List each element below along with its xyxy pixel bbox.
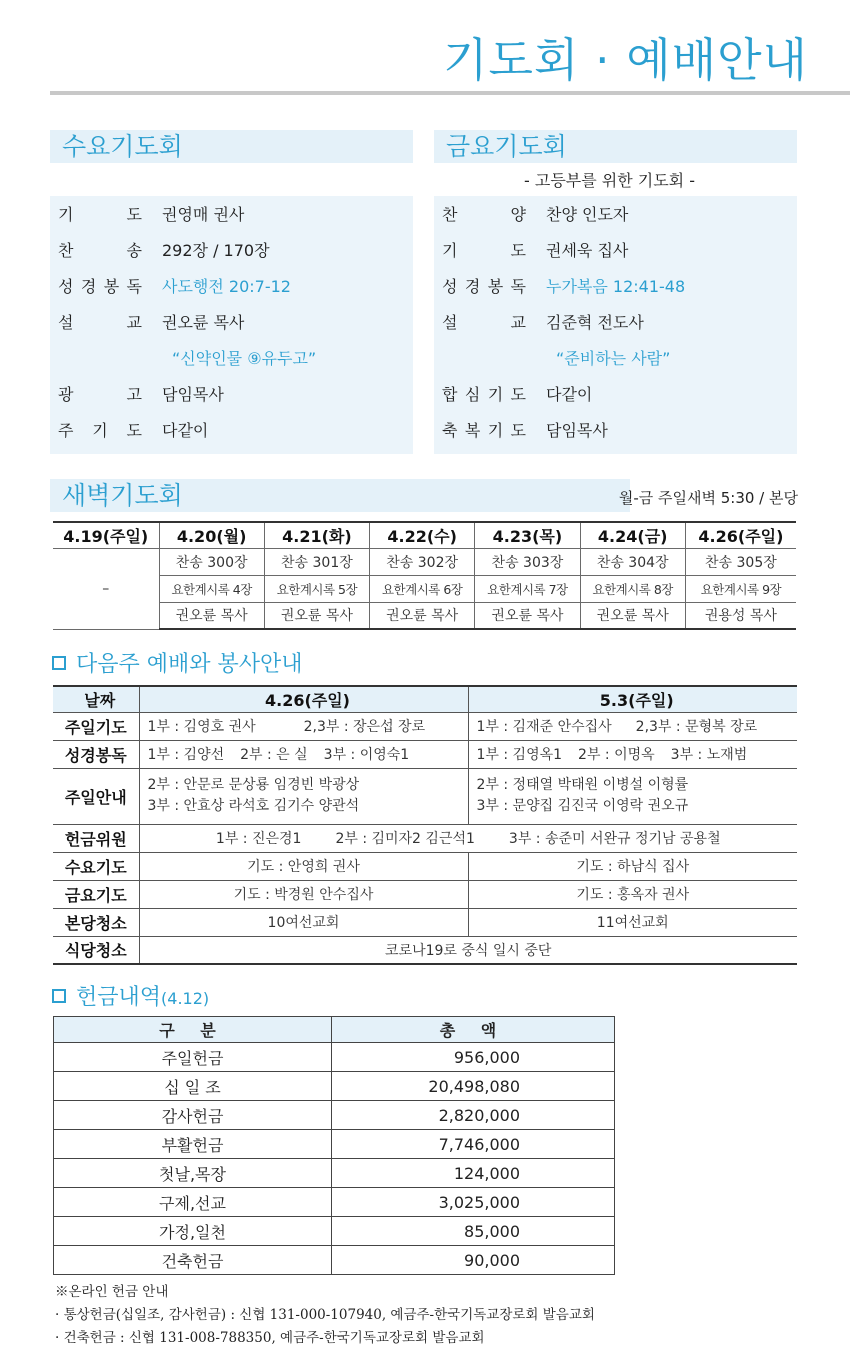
schedule-date: 4.26(주일) xyxy=(139,686,468,712)
offering-name: 첫날,목장 xyxy=(54,1159,332,1188)
schedule-entry: 1부 : 김재준 안수집사 xyxy=(476,719,612,735)
service-row-label: 주 기 도 xyxy=(58,421,142,440)
service-row-value: 다같이 xyxy=(546,385,593,404)
service-row-value: 권세욱 집사 xyxy=(546,241,629,260)
offering-name: 감사헌금 xyxy=(54,1101,332,1130)
offering-amount: 7,746,000 xyxy=(332,1130,615,1159)
offerings-heading xyxy=(52,983,209,1014)
table-row xyxy=(53,880,797,908)
table-row xyxy=(54,1217,615,1246)
schedule-entry: 2부 : 안문로 문상룡 임경빈 박광상 xyxy=(147,777,360,793)
dawn-heading: 새벽기도회 xyxy=(62,481,183,510)
offering-amount: 90,000 xyxy=(332,1246,615,1275)
service-row xyxy=(50,309,413,337)
table-row xyxy=(53,575,796,602)
table-row xyxy=(53,602,796,629)
dawn-hymn: 찬송 305장 xyxy=(685,548,796,575)
service-row xyxy=(434,273,797,301)
dawn-hymn: 찬송 303장 xyxy=(475,548,580,575)
schedule-entry: 3부 : 노재범 xyxy=(670,747,748,763)
service-row-value: 누가복음 12:41-48 xyxy=(546,277,686,296)
dawn-date: 4.21(화) xyxy=(264,522,369,548)
dawn-time-note: 월-금 주일새벽 5:30 / 본당 xyxy=(618,489,798,507)
offering-amount: 2,820,000 xyxy=(332,1101,615,1130)
schedule-cell xyxy=(139,768,468,824)
schedule-label: 식당청소 xyxy=(53,936,139,964)
dawn-preacher: 권오륜 목사 xyxy=(264,602,369,629)
table-row xyxy=(53,824,797,852)
table-row xyxy=(54,1017,615,1043)
offering-amount: 956,000 xyxy=(332,1043,615,1072)
service-row-label: 성 경 봉 독 xyxy=(58,277,142,296)
service-row xyxy=(50,237,413,265)
schedule-heading-text: 다음주 예배와 봉사안내 xyxy=(76,652,303,677)
schedule-entry: 2부 : 김미자2 김근석1 xyxy=(335,831,475,847)
table-row xyxy=(54,1072,615,1101)
offerings-date: (4.12) xyxy=(161,989,210,1008)
schedule-cell xyxy=(139,712,468,740)
dawn-hymn: 찬송 302장 xyxy=(370,548,475,575)
dawn-date: 4.23(목) xyxy=(475,522,580,548)
title-divider xyxy=(50,91,850,95)
service-row xyxy=(50,381,413,409)
service-row-value: 담임목사 xyxy=(162,385,224,404)
service-row-label: 기 도 xyxy=(58,205,142,224)
table-row xyxy=(54,1130,615,1159)
table-row xyxy=(53,548,796,575)
schedule-entry: 2부 : 정태열 박태원 이병설 이형률 xyxy=(476,777,689,793)
service-row-value: “신약인물 ⑨유두고” xyxy=(172,349,317,368)
wednesday-header xyxy=(50,130,413,163)
table-row xyxy=(53,712,797,740)
service-row-label: 합 심 기 도 xyxy=(442,385,526,404)
dawn-date: 4.19(주일) xyxy=(53,522,159,548)
service-row-value: 김준혁 전도사 xyxy=(546,313,644,332)
service-row xyxy=(434,201,797,229)
offering-name: 부활헌금 xyxy=(54,1130,332,1159)
notes-line: · 건축헌금 : 신협 131-008-788350, 예금주-한국기독교장로회 발음교회 xyxy=(55,1330,485,1346)
online-offering-notes xyxy=(55,1281,595,1350)
offering-amount: 20,498,080 xyxy=(332,1072,615,1101)
table-row xyxy=(53,936,797,964)
page-title: 기도회 · 예배안내 xyxy=(443,33,808,87)
dawn-preacher: 권오륜 목사 xyxy=(580,602,685,629)
friday-heading: 금요기도회 xyxy=(446,132,567,161)
offerings-col-name: 구 분 xyxy=(54,1017,332,1043)
table-row xyxy=(54,1101,615,1130)
schedule-cell: 기도 : 홍옥자 권사 xyxy=(468,880,797,908)
dawn-hymn: 찬송 301장 xyxy=(264,548,369,575)
schedule-label: 주일안내 xyxy=(53,768,139,824)
service-row-value: 다같이 xyxy=(162,421,209,440)
schedule-label: 헌금위원 xyxy=(53,824,139,852)
service-row-value: 292장 / 170장 xyxy=(162,241,270,260)
schedule-entry: 2,3부 : 문형복 장로 xyxy=(635,719,758,735)
service-row xyxy=(434,417,797,445)
notes-title: ※온라인 헌금 안내 xyxy=(55,1284,169,1300)
dawn-preacher: 권오륜 목사 xyxy=(370,602,475,629)
schedule-cell: 11여선교회 xyxy=(468,908,797,936)
table-row xyxy=(53,522,796,548)
notes-line: · 통상헌금(십일조, 감사헌금) : 신협 131-000-107940, 예금주-한국기독교장로회 발음교회 xyxy=(55,1307,595,1323)
service-row-value: 사도행전 20:7-12 xyxy=(162,277,291,296)
dawn-empty-cell: – xyxy=(53,548,159,629)
dawn-reading: 요한계시록 9장 xyxy=(685,575,796,602)
service-row-label: 설 교 xyxy=(58,313,142,332)
dawn-reading: 요한계시록 8장 xyxy=(580,575,685,602)
schedule-label: 날짜 xyxy=(53,686,139,712)
dawn-reading: 요한계시록 6장 xyxy=(370,575,475,602)
service-row xyxy=(434,309,797,337)
schedule-entry: 2부 : 이명옥 xyxy=(578,747,655,763)
schedule-entry: 2부 : 은 실 xyxy=(240,747,308,763)
offering-amount: 124,000 xyxy=(332,1159,615,1188)
table-row xyxy=(54,1246,615,1275)
schedule-cell: 기도 : 박경원 안수집사 xyxy=(139,880,468,908)
wednesday-service-block xyxy=(50,196,413,454)
schedule-entry: 1부 : 진은경1 xyxy=(215,831,302,847)
service-row-value: 담임목사 xyxy=(546,421,608,440)
schedule-cell xyxy=(468,768,797,824)
dawn-preacher: 권오륜 목사 xyxy=(159,602,264,629)
schedule-cell xyxy=(139,824,797,852)
service-row-value: 권영매 권사 xyxy=(162,205,245,224)
friday-header xyxy=(434,130,797,163)
dawn-date: 4.24(금) xyxy=(580,522,685,548)
service-row xyxy=(50,273,413,301)
schedule-entry: 3부 : 문양집 김진국 이영락 권오규 xyxy=(476,798,689,814)
dawn-hymn: 찬송 300장 xyxy=(159,548,264,575)
schedule-label: 금요기도 xyxy=(53,880,139,908)
table-row xyxy=(53,740,797,768)
dawn-schedule-table xyxy=(53,521,796,630)
dawn-reading: 요한계시록 4장 xyxy=(159,575,264,602)
schedule-entry: 3부 : 이영숙1 xyxy=(323,747,410,763)
schedule-label: 수요기도 xyxy=(53,852,139,880)
service-row-label: 찬 송 xyxy=(58,241,142,260)
schedule-entry: 3부 : 송준미 서완규 정기남 공용철 xyxy=(508,831,721,847)
dawn-header xyxy=(50,479,630,512)
service-row-label: 찬 양 xyxy=(442,205,526,224)
dawn-hymn: 찬송 304장 xyxy=(580,548,685,575)
service-row xyxy=(50,201,413,229)
schedule-label: 성경봉독 xyxy=(53,740,139,768)
schedule-cell xyxy=(139,740,468,768)
service-row xyxy=(434,237,797,265)
schedule-entry: 1부 : 김영옥1 xyxy=(476,747,563,763)
table-row xyxy=(53,908,797,936)
friday-service-block xyxy=(434,196,797,454)
dawn-reading: 요한계시록 5장 xyxy=(264,575,369,602)
service-row-value: “준비하는 사람” xyxy=(556,349,671,368)
schedule-heading xyxy=(52,650,303,680)
schedule-cell: 기도 : 하남식 집사 xyxy=(468,852,797,880)
offerings-col-amount: 총 액 xyxy=(332,1017,615,1043)
schedule-entry: 3부 : 안효상 라석호 김기수 양관석 xyxy=(147,798,360,814)
table-row xyxy=(53,768,797,824)
offerings-heading-text: 헌금내역 xyxy=(76,985,162,1010)
dawn-date: 4.20(월) xyxy=(159,522,264,548)
service-row-label: 축 복 기 도 xyxy=(442,421,526,440)
schedule-label: 주일기도 xyxy=(53,712,139,740)
schedule-cell: 기도 : 안영희 권사 xyxy=(139,852,468,880)
table-row xyxy=(53,852,797,880)
wednesday-heading: 수요기도회 xyxy=(62,132,183,161)
service-schedule-table xyxy=(53,685,797,965)
dawn-preacher: 권용성 목사 xyxy=(685,602,796,629)
schedule-cell xyxy=(468,740,797,768)
friday-subtitle: - 고등부를 위한 기도회 - xyxy=(524,171,695,190)
dawn-date: 4.22(수) xyxy=(370,522,475,548)
service-row xyxy=(434,381,797,409)
schedule-date: 5.3(주일) xyxy=(468,686,797,712)
schedule-entry: 2,3부 : 장은섭 장로 xyxy=(303,719,426,735)
offering-name: 구제,선교 xyxy=(54,1188,332,1217)
schedule-entry: 1부 : 김양선 xyxy=(147,747,225,763)
offering-name: 주일헌금 xyxy=(54,1043,332,1072)
schedule-label: 본당청소 xyxy=(53,908,139,936)
service-row-label: 성 경 봉 독 xyxy=(442,277,526,296)
square-bullet-icon xyxy=(52,989,66,1003)
offering-name: 가정,일천 xyxy=(54,1217,332,1246)
offering-amount: 3,025,000 xyxy=(332,1188,615,1217)
service-row-value: 찬양 인도자 xyxy=(546,205,629,224)
service-row-label: 설 교 xyxy=(442,313,526,332)
schedule-cell: 10여선교회 xyxy=(139,908,468,936)
dawn-reading: 요한계시록 7장 xyxy=(475,575,580,602)
service-row xyxy=(50,345,413,373)
table-row xyxy=(53,686,797,712)
schedule-entry: 1부 : 김영호 권사 xyxy=(147,719,256,735)
service-row xyxy=(434,345,797,373)
offering-name: 십 일 조 xyxy=(54,1072,332,1101)
service-row-label: 광 고 xyxy=(58,385,142,404)
table-row xyxy=(54,1043,615,1072)
dawn-preacher: 권오륜 목사 xyxy=(475,602,580,629)
square-bullet-icon xyxy=(52,656,66,670)
offering-name: 건축헌금 xyxy=(54,1246,332,1275)
offerings-table xyxy=(53,1016,615,1275)
service-row-value: 권오륜 목사 xyxy=(162,313,245,332)
schedule-cell: 코로나19로 중식 일시 중단 xyxy=(139,936,797,964)
offering-amount: 85,000 xyxy=(332,1217,615,1246)
dawn-date: 4.26(주일) xyxy=(685,522,796,548)
service-row-label: 기 도 xyxy=(442,241,526,260)
table-row xyxy=(54,1159,615,1188)
service-row xyxy=(50,417,413,445)
schedule-cell xyxy=(468,712,797,740)
table-row xyxy=(54,1188,615,1217)
